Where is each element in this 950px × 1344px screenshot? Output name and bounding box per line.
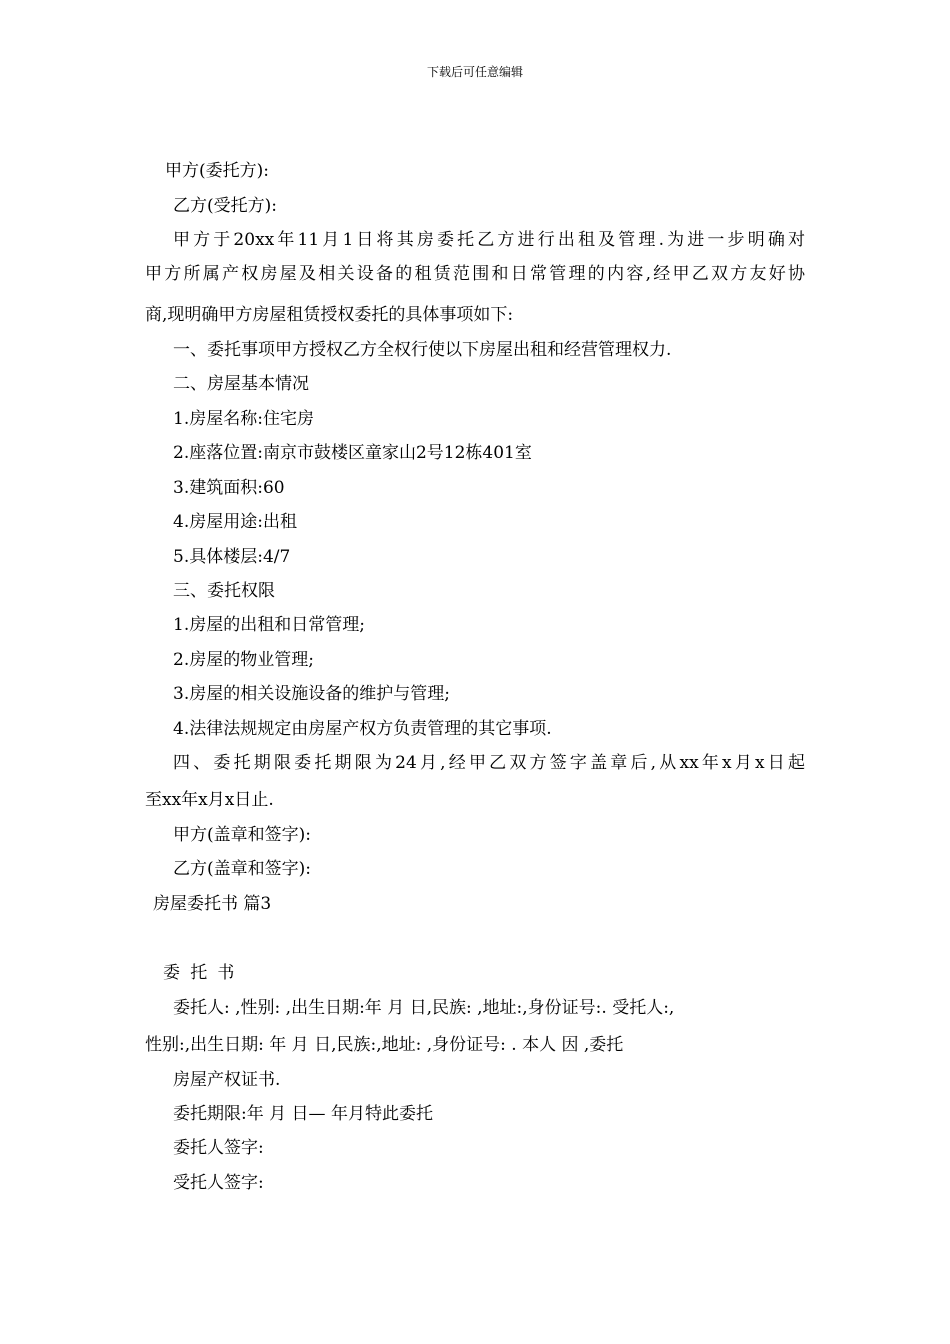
paragraph-line: 委托期限:年 月 日— 年月特此委托 xyxy=(173,1104,433,1124)
page-header: 下载后可任意编辑 xyxy=(426,65,523,79)
paragraph-line: 商,现明确甲方房屋租赁授权委托的具体事项如下: xyxy=(145,305,514,325)
section-heading: 二、房屋基本情况 xyxy=(173,374,309,394)
list-item: 1.房屋的出租和日常管理; xyxy=(173,615,365,635)
list-item: 1.房屋名称:住宅房 xyxy=(173,409,314,429)
list-item: 3.建筑面积:60 xyxy=(173,478,285,498)
section-heading: 三、委托权限 xyxy=(173,581,275,601)
list-item: 2.房屋的物业管理; xyxy=(173,650,314,670)
party-b-label: 乙方(受托方): xyxy=(173,196,277,216)
paragraph-line: 房屋产权证书. xyxy=(173,1070,281,1090)
party-a-label: 甲方(委托方): xyxy=(165,161,269,181)
paragraph-line: 性别:,出生日期: 年 月 日,民族:,地址: ,身份证号: . 本人 因 ,委托 xyxy=(145,1035,624,1055)
list-item: 4.房屋用途:出租 xyxy=(173,512,297,532)
list-item: 3.房屋的相关设施设备的维护与管理; xyxy=(173,684,450,704)
signature-line: 乙方(盖章和签字): xyxy=(173,859,311,879)
signature-line: 委托人签字: xyxy=(173,1138,264,1158)
signature-line: 受托人签字: xyxy=(173,1173,264,1193)
paragraph-line: 至xx年x月x日止. xyxy=(145,790,274,810)
section-heading: 四、委托期限委托期限为24月,经甲乙双方签字盖章后,从xx年x月x日起 xyxy=(173,753,805,773)
document-title: 委托书 xyxy=(163,963,245,983)
list-item: 2.座落位置:南京市鼓楼区童家山2号12栋401室 xyxy=(173,443,532,463)
article-title: 房屋委托书 篇3 xyxy=(153,894,272,914)
list-item: 4.法律法规规定由房屋产权方负责管理的其它事项. xyxy=(173,719,552,739)
list-item: 5.具体楼层:4/7 xyxy=(173,547,291,567)
signature-line: 甲方(盖章和签字): xyxy=(173,825,311,845)
section-heading: 一、委托事项甲方授权乙方全权行使以下房屋出租和经营管理权力. xyxy=(173,340,672,360)
paragraph-line: 甲方于20xx年11月1日将其房委托乙方进行出租及管理.为进一步明确对 xyxy=(173,230,805,250)
paragraph-line: 甲方所属产权房屋及相关设备的租赁范围和日常管理的内容,经甲乙双方友好协 xyxy=(145,264,805,284)
paragraph-line: 委托人: ,性别: ,出生日期:年 月 日,民族: ,地址:,身份证号:. 受托人:, xyxy=(173,998,675,1018)
